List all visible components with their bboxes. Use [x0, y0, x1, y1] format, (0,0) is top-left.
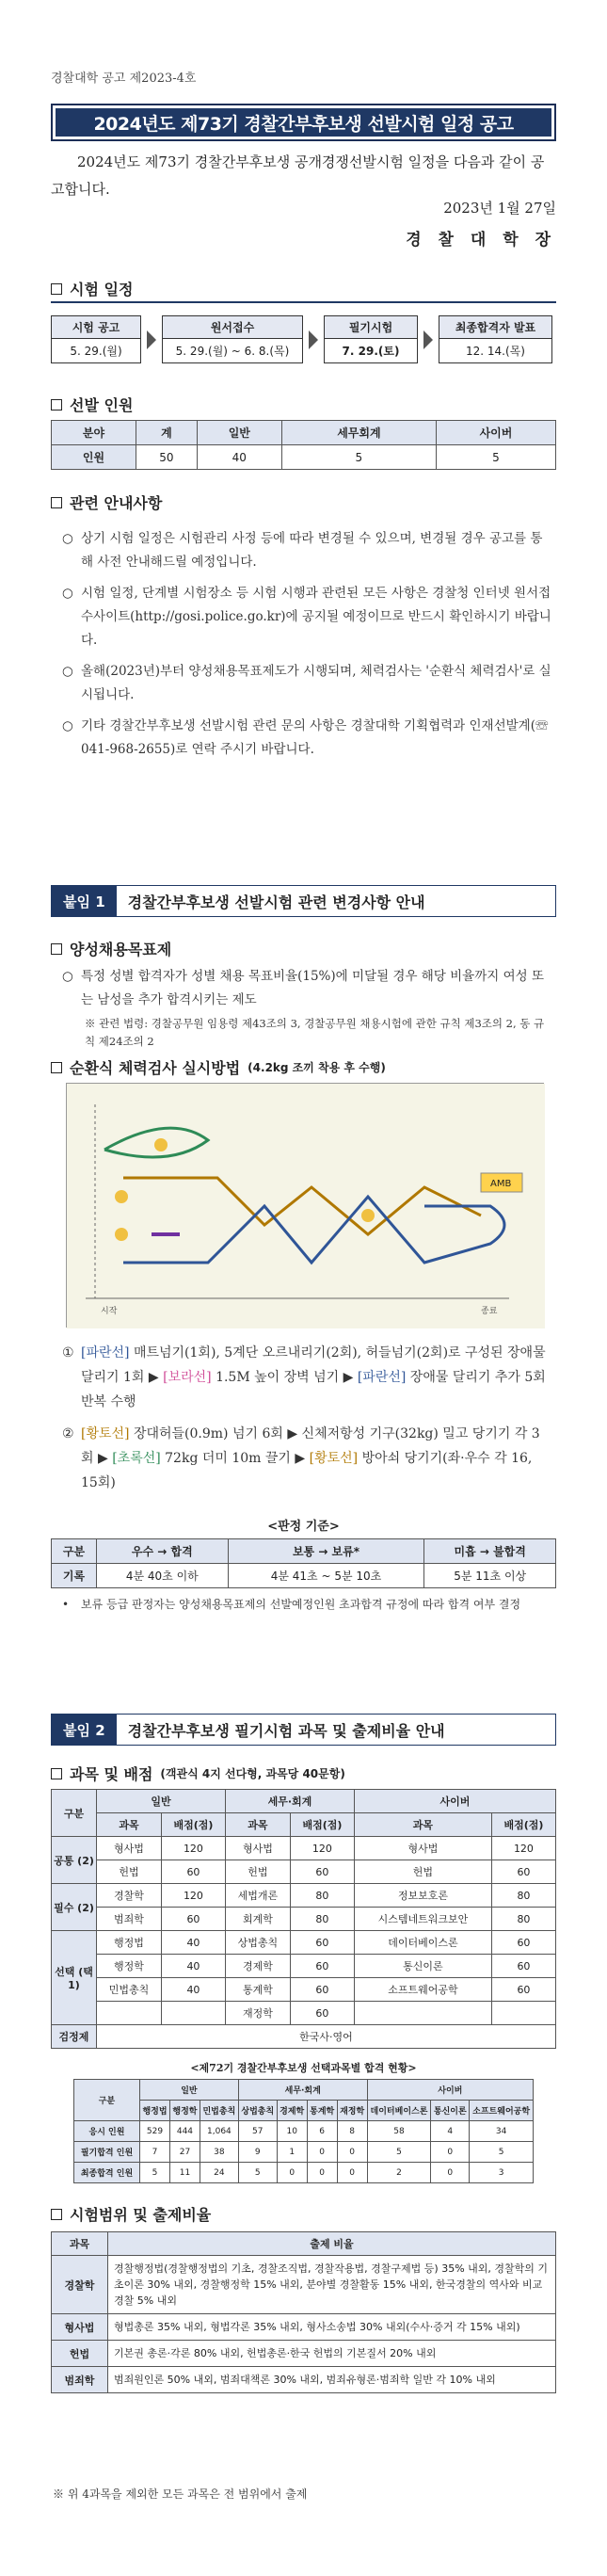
gender-target-text: ○ 특정 성별 합격자가 성별 채용 목표비율(15%)에 미달될 경우 해당 비율까지 여성 또는 남성을 추가 합격시키는 제도 [62, 969, 545, 1007]
schedule-step: 최종합격자 발표 12. 14.(목) [439, 315, 552, 363]
annex-title: 경찰간부후보생 선발시험 관련 변경사항 안내 [127, 893, 425, 911]
table-header-row: 과목 배점(점) 과목 배점(점) 과목 배점(점) [52, 1813, 556, 1837]
section-notice-heading: 관련 안내사항 [51, 491, 162, 513]
stats-title: <제72기 경찰간부후보생 선택과목별 합격 현황> [190, 2062, 417, 2074]
table-header-row: 구분 일반 세무·회계 사이버 [74, 2080, 534, 2101]
list-item: ○ 올해(2023년)부터 양성채용목표제도가 시행되며, 체력검사는 '순환식 체력검사'로 실시됩니다. [62, 664, 551, 702]
square-bullet-icon [51, 283, 62, 295]
subjects-table [51, 1789, 556, 2049]
law-reference-note: ※ 관련 법령: 경찰공무원 임용령 제43조의 3, 경찰공무원 채용시험에 관한 규칙 제3조의 2, 동 규칙 제24조의 2 [85, 1017, 545, 1048]
table-header-row: 과목 출제 비율 [52, 2232, 556, 2256]
section-subjects-heading: 과목 및 배점 (객관식 4지 선다형, 과목당 40문항) [51, 1763, 345, 1784]
quota-table [51, 420, 556, 470]
title-banner [51, 104, 556, 141]
table-row: 범죄학 60 회계학 80 시스템네트워크보안 80 [52, 1908, 556, 1931]
table-row: 헌법 기본권 총론·각론 80% 내외, 헌법총론·한국 헌법의 기본질서 20% 내외 [52, 2341, 556, 2367]
table-row: 행정학 40 경제학 60 통신이론 60 [52, 1955, 556, 1978]
issuer: 경 찰 대 학 장 [406, 231, 556, 250]
table-row: 형사법 형법총론 35% 내외, 형법각론 35% 내외, 형사소송법 30% 내외(수사·증거 각 15% 내외) [52, 2314, 556, 2341]
table-row: 범죄학 범죄원인론 50% 내외, 범죄대책론 30% 내외, 범죄유형론·범죄학 일반 각 10% 내외 [52, 2367, 556, 2393]
section-gender-target-heading: 양성채용목표제 [51, 938, 171, 959]
criteria-note: • 보류 등급 판정자는 양성채용목표제의 선발예정인원 초과합격 규정에 따라 합격 여부 결정 [62, 1598, 521, 1611]
list-item: ○ 시험 일정, 단계별 시험장소 등 시험 시행과 관련된 모든 사항은 경찰청 인터넷 원서접수사이트(http://gosi.police.go.kr)에 공지될 예정이므로 반드시 확인하시기 바랍니다. [62, 586, 551, 648]
table-header-row: 행정법 행정학 민법총칙 상법총칙 경제학 통계학 재정학 데이터베이스론 통신이론 소프트웨어공학 [74, 2101, 534, 2121]
table-row: 필수 (2) 경찰학 120 세법개론 80 정보보호론 80 [52, 1884, 556, 1908]
criteria-table [51, 1538, 556, 1588]
arrow-right-icon [423, 330, 433, 349]
notice-list [62, 527, 551, 769]
table-row: 재정학 60 [52, 2002, 556, 2025]
list-item: ○ 기타 경찰간부후보생 선발시험 관련 문의 사항은 경찰대학 기획협력과 인재선발계(☏ 041-968-2655)로 연락 주시기 바랍니다. [62, 718, 549, 757]
course-map-svg [67, 1084, 545, 1328]
table-row: 공통 (2) 형사법 120 형사법 120 형사법 120 [52, 1837, 556, 1860]
schedule-flow [51, 315, 556, 363]
section-schedule-heading: 시험 일정 [51, 278, 133, 299]
table-row: 검정제 한국사·영어 [52, 2025, 556, 2049]
arrow-right-icon [309, 330, 318, 349]
table-row: 선택 (택1) 행정법 40 상법총칙 60 데이터베이스론 60 [52, 1931, 556, 1955]
schedule-step: 원서접수 5. 29.(월) ~ 6. 8.(목) [162, 315, 303, 363]
table-header-row: 분야 계 일반 세무회계 사이버 [52, 421, 556, 445]
square-bullet-icon [51, 1062, 62, 1073]
annex-tag: 붙임 1 [52, 886, 117, 916]
square-bullet-icon [51, 399, 62, 411]
stats-table [73, 2079, 534, 2183]
section-range-heading: 시험범위 및 출제비율 [51, 2203, 211, 2225]
fitness-course-diagram [66, 1083, 544, 1328]
svg-text:AMB: AMB [490, 1179, 512, 1189]
page-title: 2024년도 제73기 경찰간부후보생 선발시험 일정 공고 [56, 108, 551, 137]
svg-text:종료: 종료 [481, 1307, 498, 1316]
section-quota-heading: 선발 인원 [51, 394, 133, 415]
annex-tag: 붙임 2 [52, 1715, 117, 1745]
svg-text:시작: 시작 [101, 1307, 118, 1316]
fitness-steps [62, 1341, 551, 1503]
schedule-step: 시험 공고 5. 29.(월) [51, 315, 141, 363]
divider [51, 301, 556, 303]
range-table [51, 2231, 556, 2393]
criteria-title: <판정 기준> [267, 1520, 340, 1534]
square-bullet-icon [51, 943, 62, 955]
table-row: 민법총칙 40 통계학 60 소프트웨어공학 60 [52, 1978, 556, 2002]
range-footnote: ※ 위 4과목을 제외한 모든 과목은 전 범위에서 출제 [53, 2487, 308, 2501]
table-row: 헌법 60 헌법 60 헌법 60 [52, 1860, 556, 1884]
annex2-banner [51, 1714, 556, 1746]
table-row: 인원 50 40 5 5 [52, 445, 556, 470]
section-fitness-heading: 순환식 체력검사 실시방법 (4.2kg 조끼 착용 후 수행) [51, 1056, 386, 1078]
square-bullet-icon [51, 1768, 62, 1779]
intro-text: 2024년도 제73기 경찰간부후보생 공개경쟁선발시험 일정을 다음과 같이 공고합니다. [51, 153, 545, 198]
list-item: ② [황토선] 장대허들(0.9m) 넘기 6회 ▶ 신체저항성 기구(32kg) 밀고 당기기 각 3회 ▶ [초록선] 72kg 더미 10m 끌기 ▶ [황토선] 방아쇠 당기기(좌·우수 각 16, 15회) [62, 1426, 540, 1490]
notice-date: 2023년 1월 27일 [443, 200, 556, 217]
document-number: 경찰대학 공고 제2023-4호 [51, 72, 197, 86]
table-header-row: 구분 일반 세무·회계 사이버 [52, 1790, 556, 1813]
arrow-right-icon [147, 330, 156, 349]
list-item: ○ 상기 시험 일정은 시험관리 사정 등에 따라 변경될 수 있으며, 변경될 경우 공고를 통해 사전 안내해드릴 예정입니다. [62, 531, 543, 570]
table-header-row: 구분 우수 → 합격 보통 → 보류* 미흡 → 불합격 [52, 1539, 556, 1564]
table-row: 필기합격 인원 7 27 38 9 1 0 0 5 0 5 [74, 2142, 534, 2163]
table-row: 응시 인원 529 444 1,064 57 10 6 8 58 4 34 [74, 2121, 534, 2142]
list-item: ① [파란선] 매트넘기(1회), 5계단 오르내리기(2회), 허들넘기(2회)로 구성된 장애물 달리기 1회 ▶ [보라선] 1.5M 높이 장벽 넘기 ▶ [파란선] 장애물 달리기 추가 5회 반복 수행 [62, 1345, 546, 1409]
square-bullet-icon [51, 497, 62, 508]
annex-title: 경찰간부후보생 필기시험 과목 및 출제비율 안내 [127, 1721, 445, 1740]
table-row: 경찰학 경찰행정법(경찰행정법의 기초, 경찰조직법, 경찰작용법, 경찰구제법 등) 35% 내외, 경찰학의 기초이론 30% 내외, 경찰행정학 15% 내외, 분야별 경찰활동 15% 내외, 한국경찰의 역사와 비교경찰 5% 내외 [52, 2256, 556, 2314]
table-row: 기록 4분 40초 이하 4분 41초 ~ 5분 10초 5분 11초 이상 [52, 1564, 556, 1588]
square-bullet-icon [51, 2209, 62, 2220]
annex1-banner [51, 885, 556, 917]
schedule-step: 필기시험 7. 29.(토) [324, 315, 418, 363]
table-row: 최종합격 인원 5 11 24 5 0 0 0 2 0 3 [74, 2163, 534, 2183]
